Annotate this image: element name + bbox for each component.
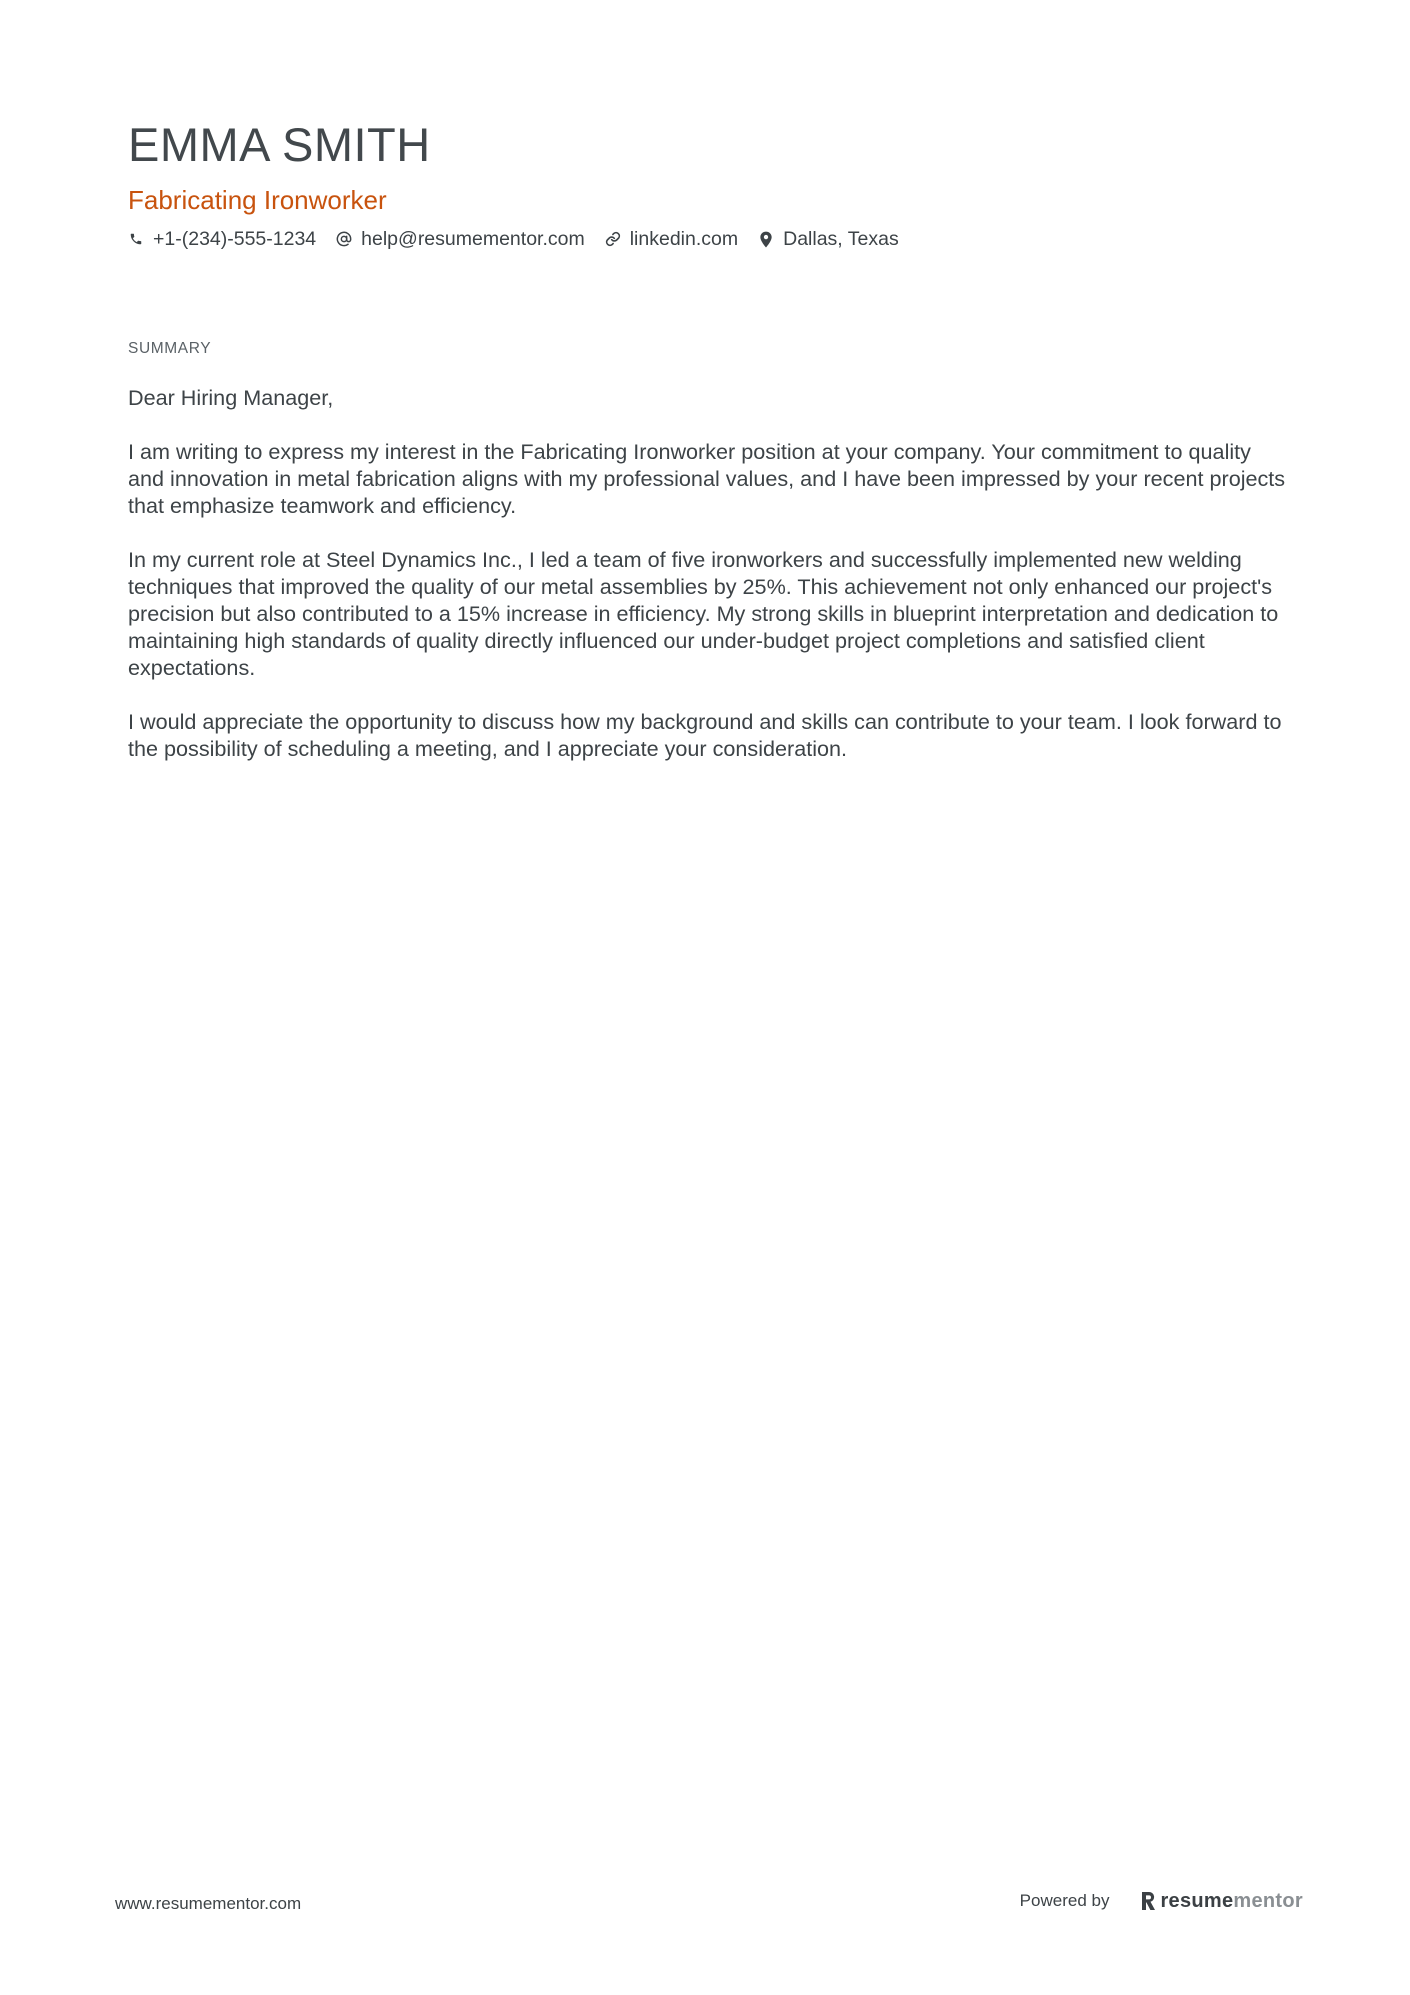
header — [128, 118, 1288, 252]
letter-paragraph-1: I am writing to express my interest in the Fabricating Ironworker position at your company. Your commitment to quality and innovation in metal fabrication aligns with my professional values, and I have been impressed by your recent projects that emphasize teamwork and efficiency. — [128, 439, 1286, 518]
job-title: Fabricating Ironworker — [128, 185, 387, 215]
contact-info — [128, 226, 1288, 252]
website-text[interactable]: linkedin.com — [629, 228, 739, 250]
letter-body — [128, 384, 1288, 789]
phone-icon — [128, 230, 144, 248]
letter-paragraph-2: In my current role at Steel Dynamics Inc., I led a team of five ironworkers and successfully implemented new welding techniques that improved the quality of our metal assemblies by 25%. This achievement not only enhanced our project's precision but also contributed to a 15% increase in efficiency. My strong skills in blueprint interpretation and dedication to maintaining high standards of quality directly influenced our under-budget project completions and satisfied client expectations. — [128, 547, 1279, 680]
footer-website[interactable]: www.resumementor.com — [115, 1894, 302, 1913]
resumementor-logo-icon — [1140, 1890, 1156, 1912]
contact-location — [758, 226, 899, 252]
email-text[interactable]: help@resumementor.com — [361, 228, 585, 250]
contact-phone — [128, 226, 316, 252]
link-icon — [605, 230, 621, 248]
brand-wordmark-light: mentor — [1233, 1890, 1303, 1912]
at-sign-icon — [336, 230, 352, 248]
letter-greeting: Dear Hiring Manager, — [128, 385, 334, 410]
letter-paragraph-3: I would appreciate the opportunity to discuss how my background and skills can contribute to your team. I look forward to the possibility of scheduling a meeting, and I appreciate your consideration. — [128, 709, 1282, 761]
candidate-name: EMMA SMITH — [128, 118, 431, 171]
resumementor-logo[interactable] — [1140, 1889, 1303, 1913]
footer-branding — [1020, 1889, 1303, 1913]
map-pin-icon — [758, 230, 774, 248]
contact-website — [605, 226, 738, 252]
brand-wordmark — [1160, 1889, 1303, 1913]
brand-wordmark-bold: resume — [1160, 1890, 1234, 1912]
section-label-summary: SUMMARY — [128, 340, 212, 357]
contact-email — [336, 226, 585, 252]
location-text: Dallas, Texas — [783, 228, 899, 250]
phone-text: +1-(234)-555-1234 — [153, 228, 317, 250]
powered-by-label: Powered by — [1019, 1891, 1110, 1910]
